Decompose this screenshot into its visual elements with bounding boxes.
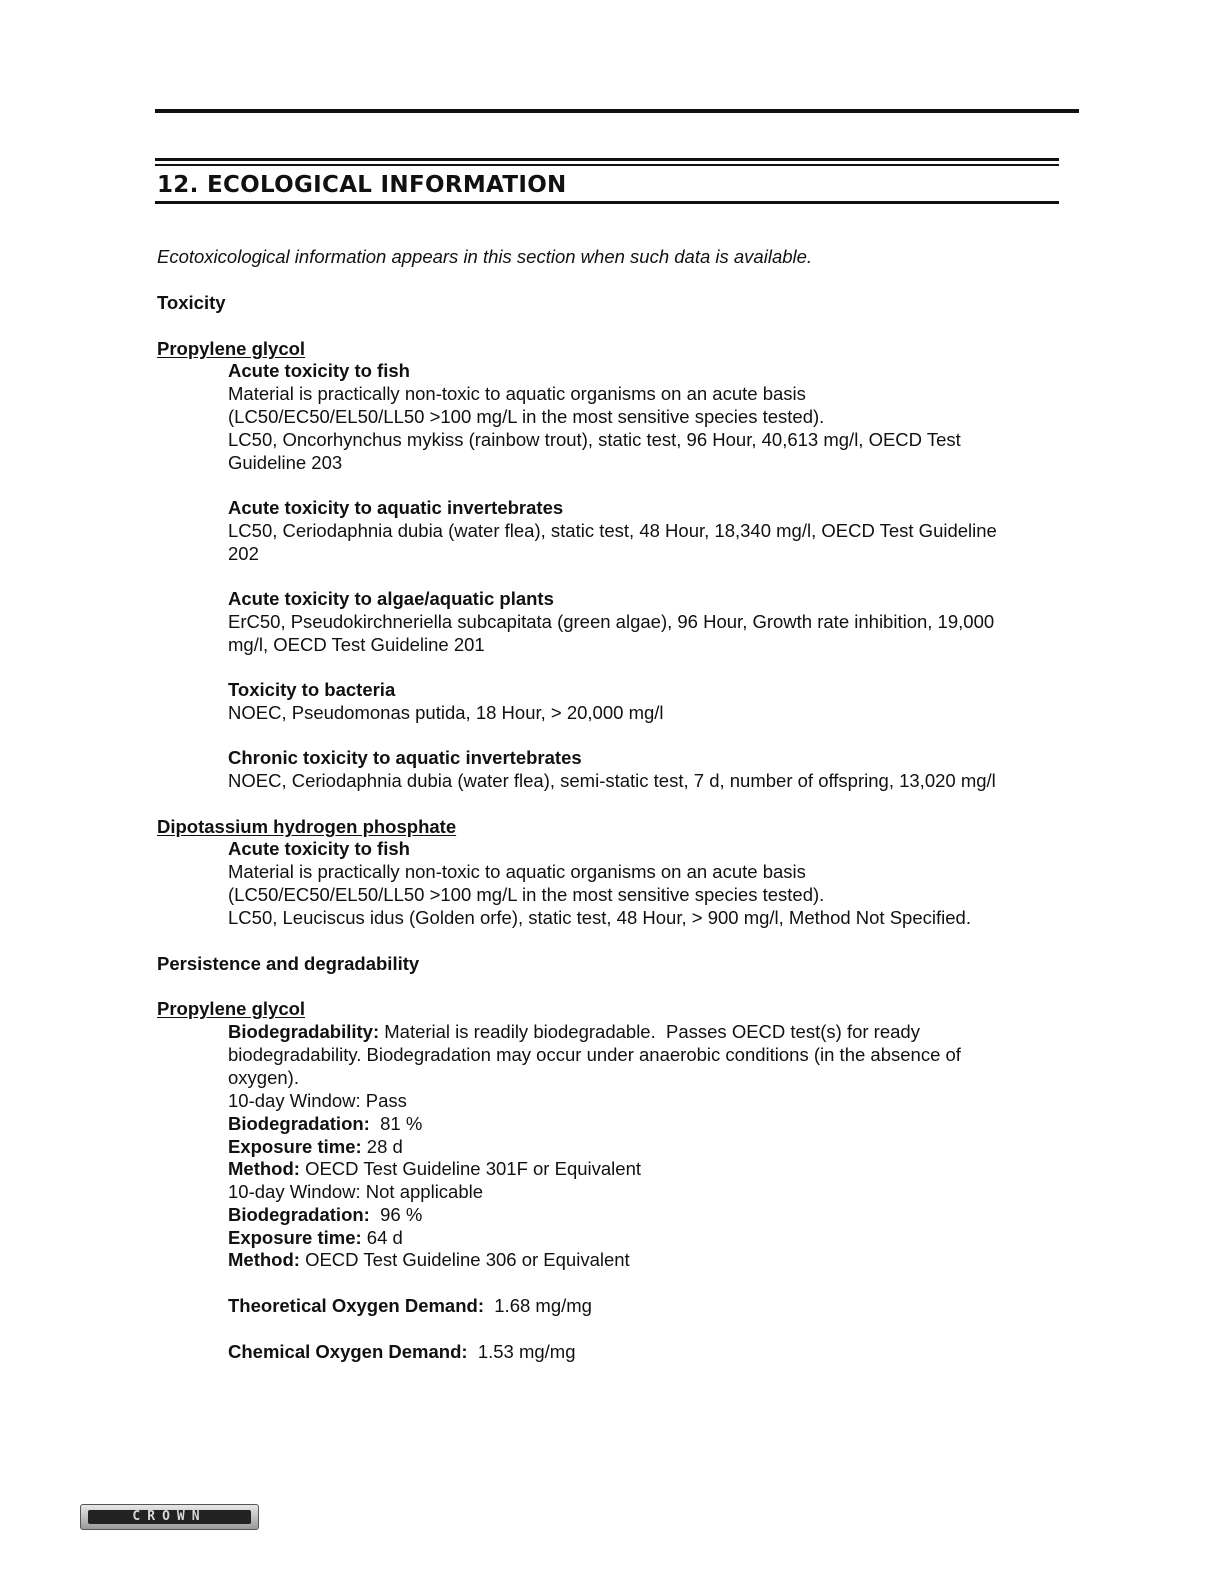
exposure-row: [228, 1135, 403, 1158]
biodegradability-line: [228, 1020, 920, 1043]
ten-day-window: 10-day Window: Pass: [228, 1090, 407, 1111]
exposure-label: Exposure time:: [228, 1136, 362, 1157]
biodegradation-label: Biodegradation:: [228, 1204, 370, 1225]
method-label: Method:: [228, 1158, 300, 1179]
fish-toxicity-line: LC50, Leuciscus idus (Golden orfe), static test, 48 Hour, > 900 mg/l, Method Not Specified.: [228, 907, 971, 928]
fish-toxicity-line: (LC50/EC50/EL50/LL50 >100 mg/L in the most sensitive species tested).: [228, 406, 825, 427]
fish-toxicity-line: (LC50/EC50/EL50/LL50 >100 mg/L in the most sensitive species tested).: [228, 884, 825, 905]
biodegradation-value: 96 %: [369, 1204, 423, 1225]
top-rule: [155, 109, 1079, 113]
method-row: [228, 1157, 641, 1180]
substance-name-propylene-glycol: Propylene glycol: [157, 338, 306, 359]
crown-logo: [80, 1504, 259, 1530]
section-title: 12. ECOLOGICAL INFORMATION: [157, 172, 567, 198]
algae-toxicity-line: ErC50, Pseudokirchneriella subcapitata (green algae), 96 Hour, Growth rate inhibition, 19,000: [228, 611, 995, 632]
chemical-oxygen-demand-row: [228, 1340, 576, 1363]
cod-label: Chemical Oxygen Demand:: [228, 1341, 468, 1362]
cod-value: 1.53 mg/mg: [467, 1341, 576, 1362]
fish-toxicity-line: Guideline 203: [228, 452, 343, 473]
exposure-label: Exposure time:: [228, 1227, 362, 1248]
method-label: Method:: [228, 1249, 300, 1270]
theoretical-oxygen-demand-row: [228, 1294, 592, 1317]
biodegradation-value: 81 %: [369, 1113, 423, 1134]
fish-toxicity-line: LC50, Oncorhynchus mykiss (rainbow trout), static test, 96 Hour, 40,613 mg/l, OECD Test: [228, 429, 961, 450]
intro-text: Ecotoxicological information appears in this section when such data is available.: [157, 246, 813, 267]
biodegradability-text: oxygen).: [228, 1067, 299, 1088]
fish-toxicity-line: Material is practically non-toxic to aquatic organisms on an acute basis: [228, 861, 806, 882]
invertebrates-toxicity-line: LC50, Ceriodaphnia dubia (water flea), static test, 48 Hour, 18,340 mg/l, OECD Test Guideline: [228, 520, 997, 541]
section-double-rule-bottom: [155, 164, 1059, 166]
exposure-value: 64 d: [361, 1227, 403, 1248]
fish-toxicity-label: Acute toxicity to fish: [228, 360, 410, 381]
biodegradability-text: biodegradability. Biodegradation may occur under anaerobic conditions (in the absence of: [228, 1044, 961, 1065]
biodegradability-label: Biodegradability:: [228, 1021, 380, 1042]
chronic-toxicity-label: Chronic toxicity to aquatic invertebrates: [228, 747, 582, 768]
biodegradation-row: [228, 1203, 422, 1226]
algae-toxicity-label: Acute toxicity to algae/aquatic plants: [228, 588, 554, 609]
section-title-underline: [155, 201, 1059, 204]
method-value: OECD Test Guideline 301F or Equivalent: [299, 1158, 641, 1179]
crown-logo-text: CROWN: [88, 1510, 251, 1524]
biodegradability-text: Material is readily biodegradable. Passes OECD test(s) for ready: [379, 1021, 920, 1042]
invertebrates-toxicity-label: Acute toxicity to aquatic invertebrates: [228, 497, 564, 518]
biodegradation-label: Biodegradation:: [228, 1113, 370, 1134]
toxicity-heading: Toxicity: [157, 292, 226, 313]
tod-label: Theoretical Oxygen Demand:: [228, 1295, 484, 1316]
fish-toxicity-line: Material is practically non-toxic to aquatic organisms on an acute basis: [228, 383, 806, 404]
method-row: [228, 1248, 630, 1271]
chronic-toxicity-line: NOEC, Ceriodaphnia dubia (water flea), semi-static test, 7 d, number of offspring, 13,020 mg/l: [228, 770, 996, 791]
exposure-row: [228, 1226, 403, 1249]
exposure-value: 28 d: [361, 1136, 403, 1157]
ten-day-window: 10-day Window: Not applicable: [228, 1181, 484, 1202]
bacteria-toxicity-label: Toxicity to bacteria: [228, 679, 396, 700]
biodegradation-row: [228, 1112, 422, 1135]
fish-toxicity-label: Acute toxicity to fish: [228, 838, 410, 859]
method-value: OECD Test Guideline 306 or Equivalent: [299, 1249, 630, 1270]
section-double-rule-top: [155, 158, 1059, 161]
algae-toxicity-line: mg/l, OECD Test Guideline 201: [228, 634, 485, 655]
invertebrates-toxicity-line: 202: [228, 543, 259, 564]
tod-value: 1.68 mg/mg: [483, 1295, 592, 1316]
substance-name-propylene-glycol: Propylene glycol: [157, 998, 306, 1019]
substance-name-dipotassium: Dipotassium hydrogen phosphate: [157, 816, 457, 837]
persistence-heading: Persistence and degradability: [157, 953, 420, 974]
bacteria-toxicity-line: NOEC, Pseudomonas putida, 18 Hour, > 20,000 mg/l: [228, 702, 664, 723]
